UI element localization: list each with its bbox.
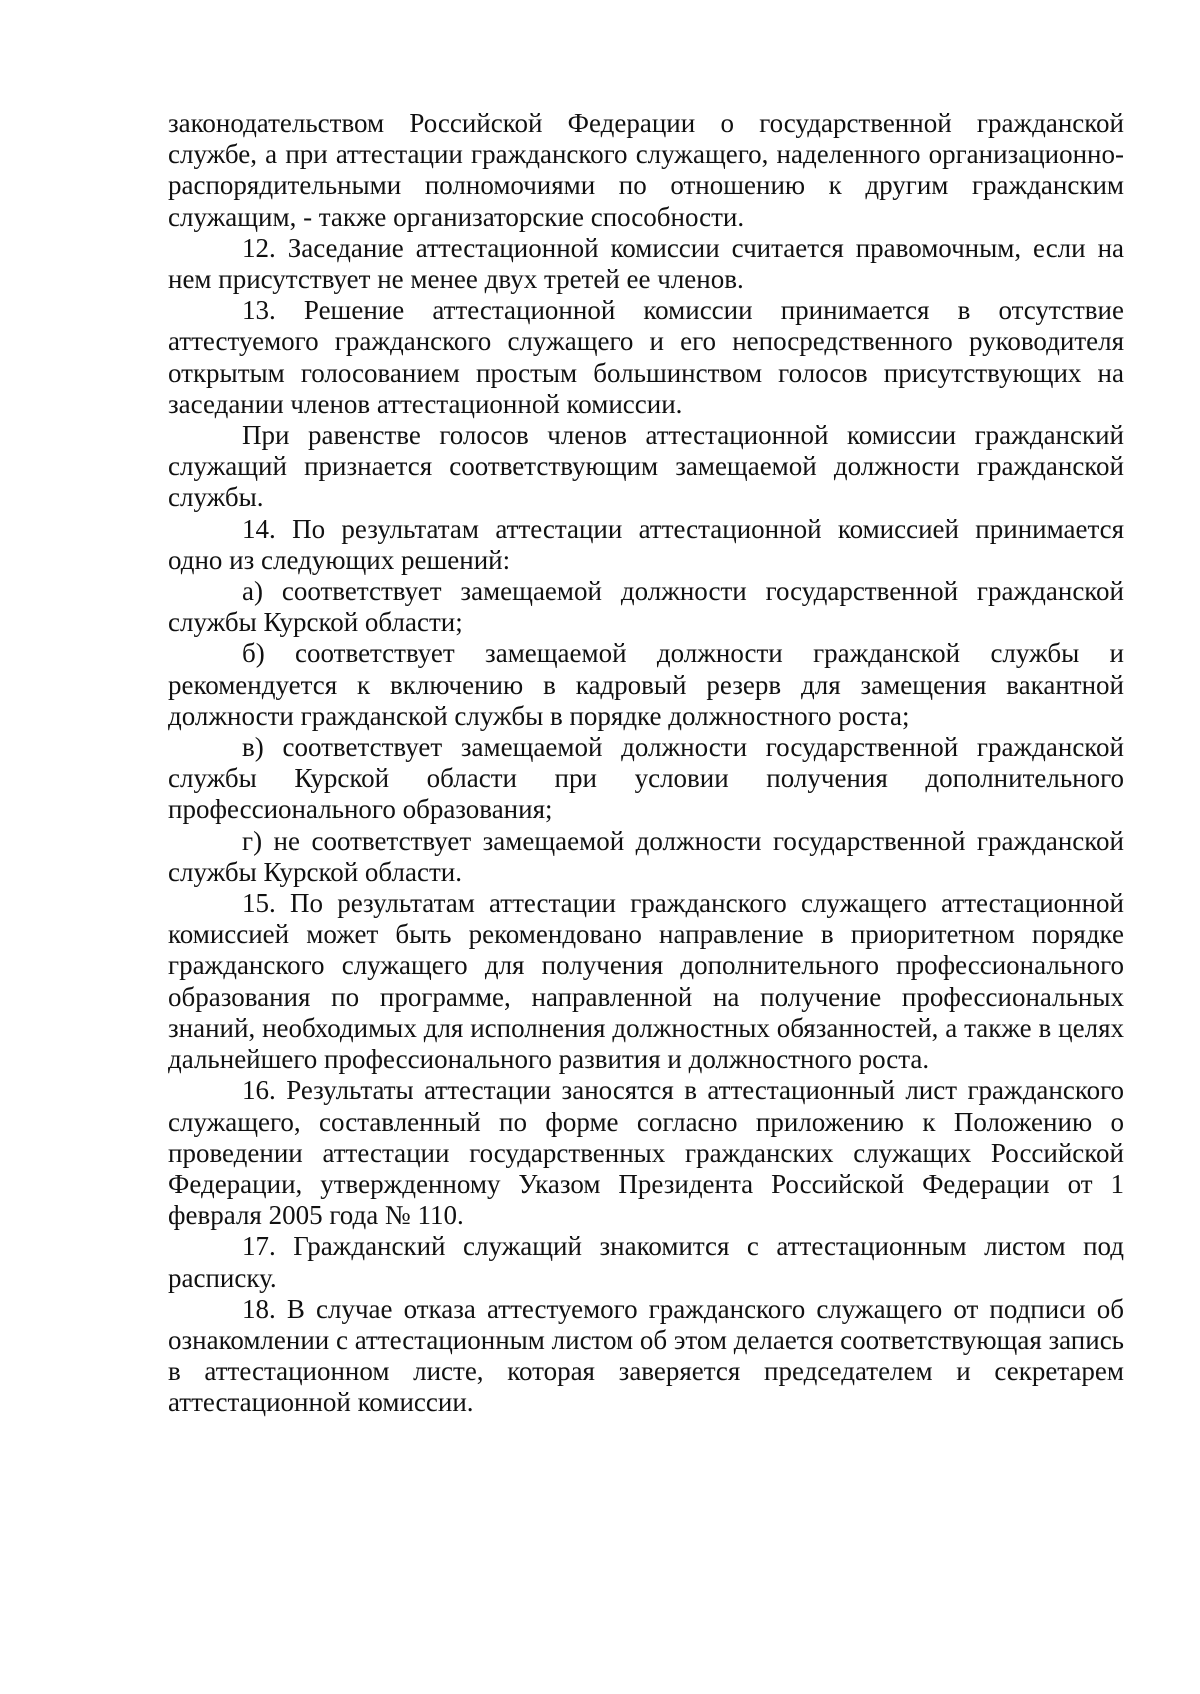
paragraph-14: 14. По результатам аттестации аттестационной комиссией принимается одно из следующих решений:: [168, 513, 1124, 575]
paragraph-17: 17. Гражданский служащий знакомится с аттестационным листом под расписку.: [168, 1231, 1124, 1293]
paragraph-16: 16. Результаты аттестации заносятся в аттестационный лист гражданского служащего, составленный по форме согласно приложению к Положению о проведении аттестации государственных гражданских служащих Российской Федерации, утвержденному Указом Президента Российской Федерации от 1 февраля 2005 года № 110.: [168, 1075, 1124, 1231]
paragraph-18: 18. В случае отказа аттестуемого гражданского служащего от подписи об ознакомлении с аттестационным листом об этом делается соответствующая запись в аттестационном листе, которая заверяется председателем и секретарем аттестационной комиссии.: [168, 1293, 1124, 1418]
document-page: [168, 108, 1124, 1419]
paragraph-14-v: в) соответствует замещаемой должности государственной гражданской службы Курской области при условии получения дополнительного профессионального образования;: [168, 732, 1124, 825]
paragraph-13-tie-vote: При равенстве голосов членов аттестационной комиссии гражданский служащий признается соответствующим замещаемой должности гражданской службы.: [168, 420, 1124, 513]
paragraph-15: 15. По результатам аттестации гражданского служащего аттестационной комиссией может быть рекомендовано направление в приоритетном порядке гражданского служащего для получения дополнительного профессионального образования по программе, направленной на получение профессиональных знаний, необходимых для исполнения должностных обязанностей, а также в целях дальнейшего профессионального развития и должностного роста.: [168, 888, 1124, 1075]
paragraph-12: 12. Заседание аттестационной комиссии считается правомочным, если на нем присутствует не менее двух третей ее членов.: [168, 232, 1124, 295]
paragraph-14-a: а) соответствует замещаемой должности государственной гражданской службы Курской области;: [168, 576, 1124, 638]
paragraph-continuation: законодательством Российской Федерации о государственной гражданской службе, а при аттестации гражданского служащего, наделенного организационно-распорядительными полномочиями по отношению к другим гражданским служащим, - также организаторские способности.: [168, 108, 1124, 232]
paragraph-14-g: г) не соответствует замещаемой должности государственной гражданской службы Курской области.: [168, 825, 1124, 887]
paragraph-14-b: б) соответствует замещаемой должности гражданской службы и рекомендуется к включению в кадровый резерв для замещения вакантной должности гражданской службы в порядке должностного роста;: [168, 638, 1124, 731]
paragraph-13: 13. Решение аттестационной комиссии принимается в отсутствие аттестуемого гражданского служащего и его непосредственного руководителя открытым голосованием простым большинством голосов присутствующих на заседании членов аттестационной комиссии.: [168, 295, 1124, 419]
